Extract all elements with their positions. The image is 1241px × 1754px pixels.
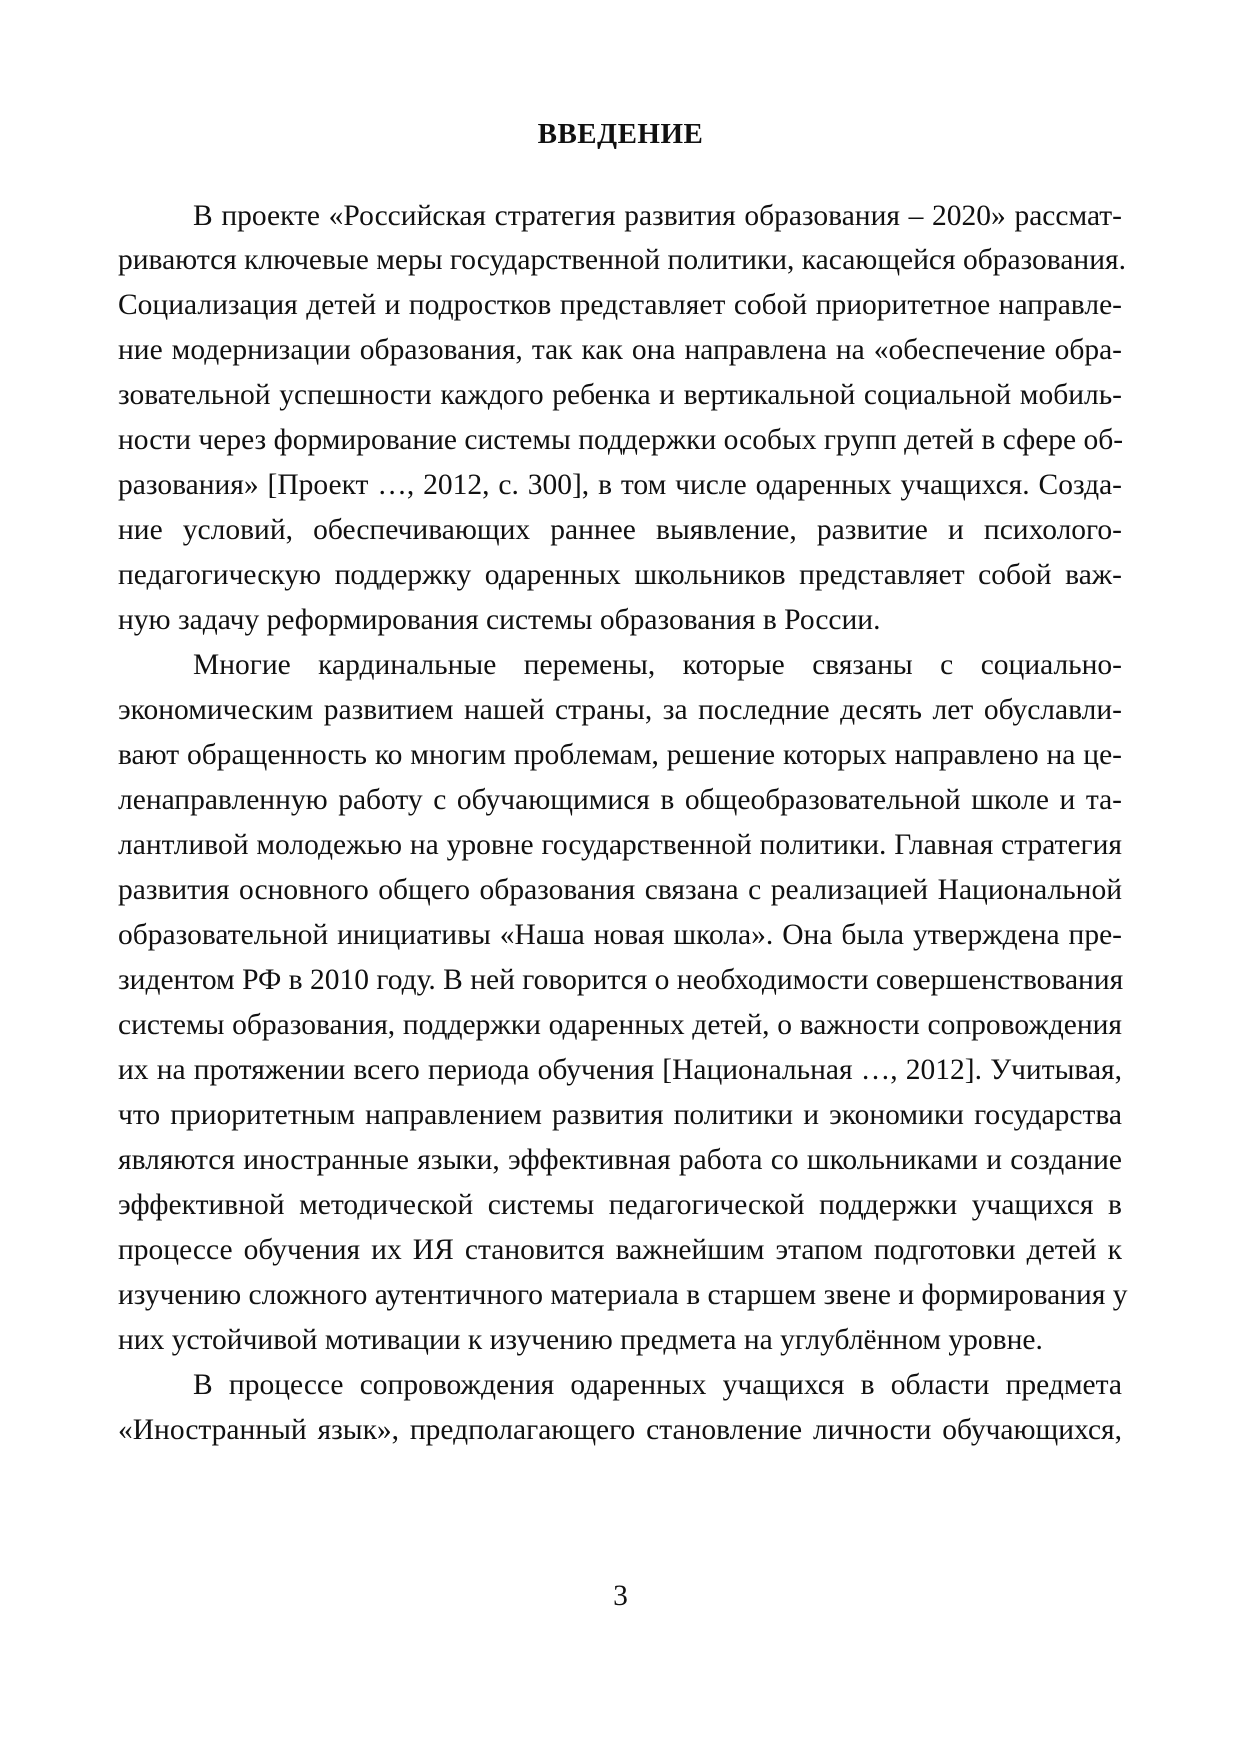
text-line: развития основного общего образования связана с реализацией Национальной — [118, 874, 1122, 906]
text-line: системы образования, поддержки одаренных детей, о важности сопровождения — [118, 1009, 1122, 1041]
text-line: риваются ключевые меры государственной политики, касающейся образования. — [118, 244, 1126, 276]
text-line: эффективной методической системы педагогической поддержки учащихся в — [118, 1189, 1122, 1221]
text-line: экономическим развитием нашей страны, за последние десять лет обуславли- — [118, 694, 1122, 726]
text-line: «Иностранный язык», предполагающего становление личности обучающихся, — [118, 1414, 1122, 1446]
text-line: изучению сложного аутентичного материала в старшем звене и формирования у — [118, 1279, 1128, 1311]
text-line: Социализация детей и подростков представляет собой приоритетное направле- — [118, 289, 1122, 321]
text-line: их на протяжении всего периода обучения [Национальная …, 2012]. Учитывая, — [118, 1054, 1122, 1086]
text-line: разования» [Проект …, 2012, с. 300], в том числе одаренных учащихся. Созда- — [118, 469, 1122, 501]
text-line: являются иностранные языки, эффективная работа со школьниками и создание — [118, 1144, 1122, 1176]
page-number: 3 — [613, 1580, 628, 1612]
text-line: них устойчивой мотивации к изучению предмета на углублённом уровне. — [118, 1324, 1043, 1356]
text-line: ности через формирование системы поддержки особых групп детей в сфере об- — [118, 424, 1124, 456]
text-line: ние модернизации образования, так как она направлена на «обеспечение обра- — [118, 334, 1122, 366]
text-line: зидентом РФ в 2010 году. В ней говорится о необходимости совершенствования — [118, 964, 1124, 996]
page-heading: ВВЕДЕНИЕ — [537, 118, 704, 150]
text-line: лантливой молодежью на уровне государственной политики. Главная стратегия — [118, 829, 1122, 861]
text-line: процессе обучения их ИЯ становится важнейшим этапом подготовки детей к — [118, 1234, 1122, 1266]
text-line: В проекте «Российская стратегия развития образования – 2020» рассмат- — [193, 200, 1122, 232]
text-line: ние условий, обеспечивающих раннее выявление, развитие и психолого- — [118, 514, 1122, 546]
text-line: что приоритетным направлением развития политики и экономики государства — [118, 1099, 1122, 1131]
text-line: ленаправленную работу с обучающимися в общеобразовательной школе и та- — [118, 784, 1122, 816]
text-line: образовательной инициативы «Наша новая школа». Она была утверждена пре- — [118, 919, 1122, 951]
text-line: вают обращенность ко многим проблемам, решение которых направлено на це- — [118, 739, 1122, 771]
text-line: В процессе сопровождения одаренных учащихся в области предмета — [193, 1369, 1122, 1401]
text-line: Многие кардинальные перемены, которые связаны с социально- — [193, 649, 1122, 681]
text-line: зовательной успешности каждого ребенка и вертикальной социальной мобиль- — [118, 379, 1122, 411]
text-line: ную задачу реформирования системы образования в России. — [118, 604, 881, 636]
text-line: педагогическую поддержку одаренных школьников представляет собой важ- — [118, 559, 1122, 591]
